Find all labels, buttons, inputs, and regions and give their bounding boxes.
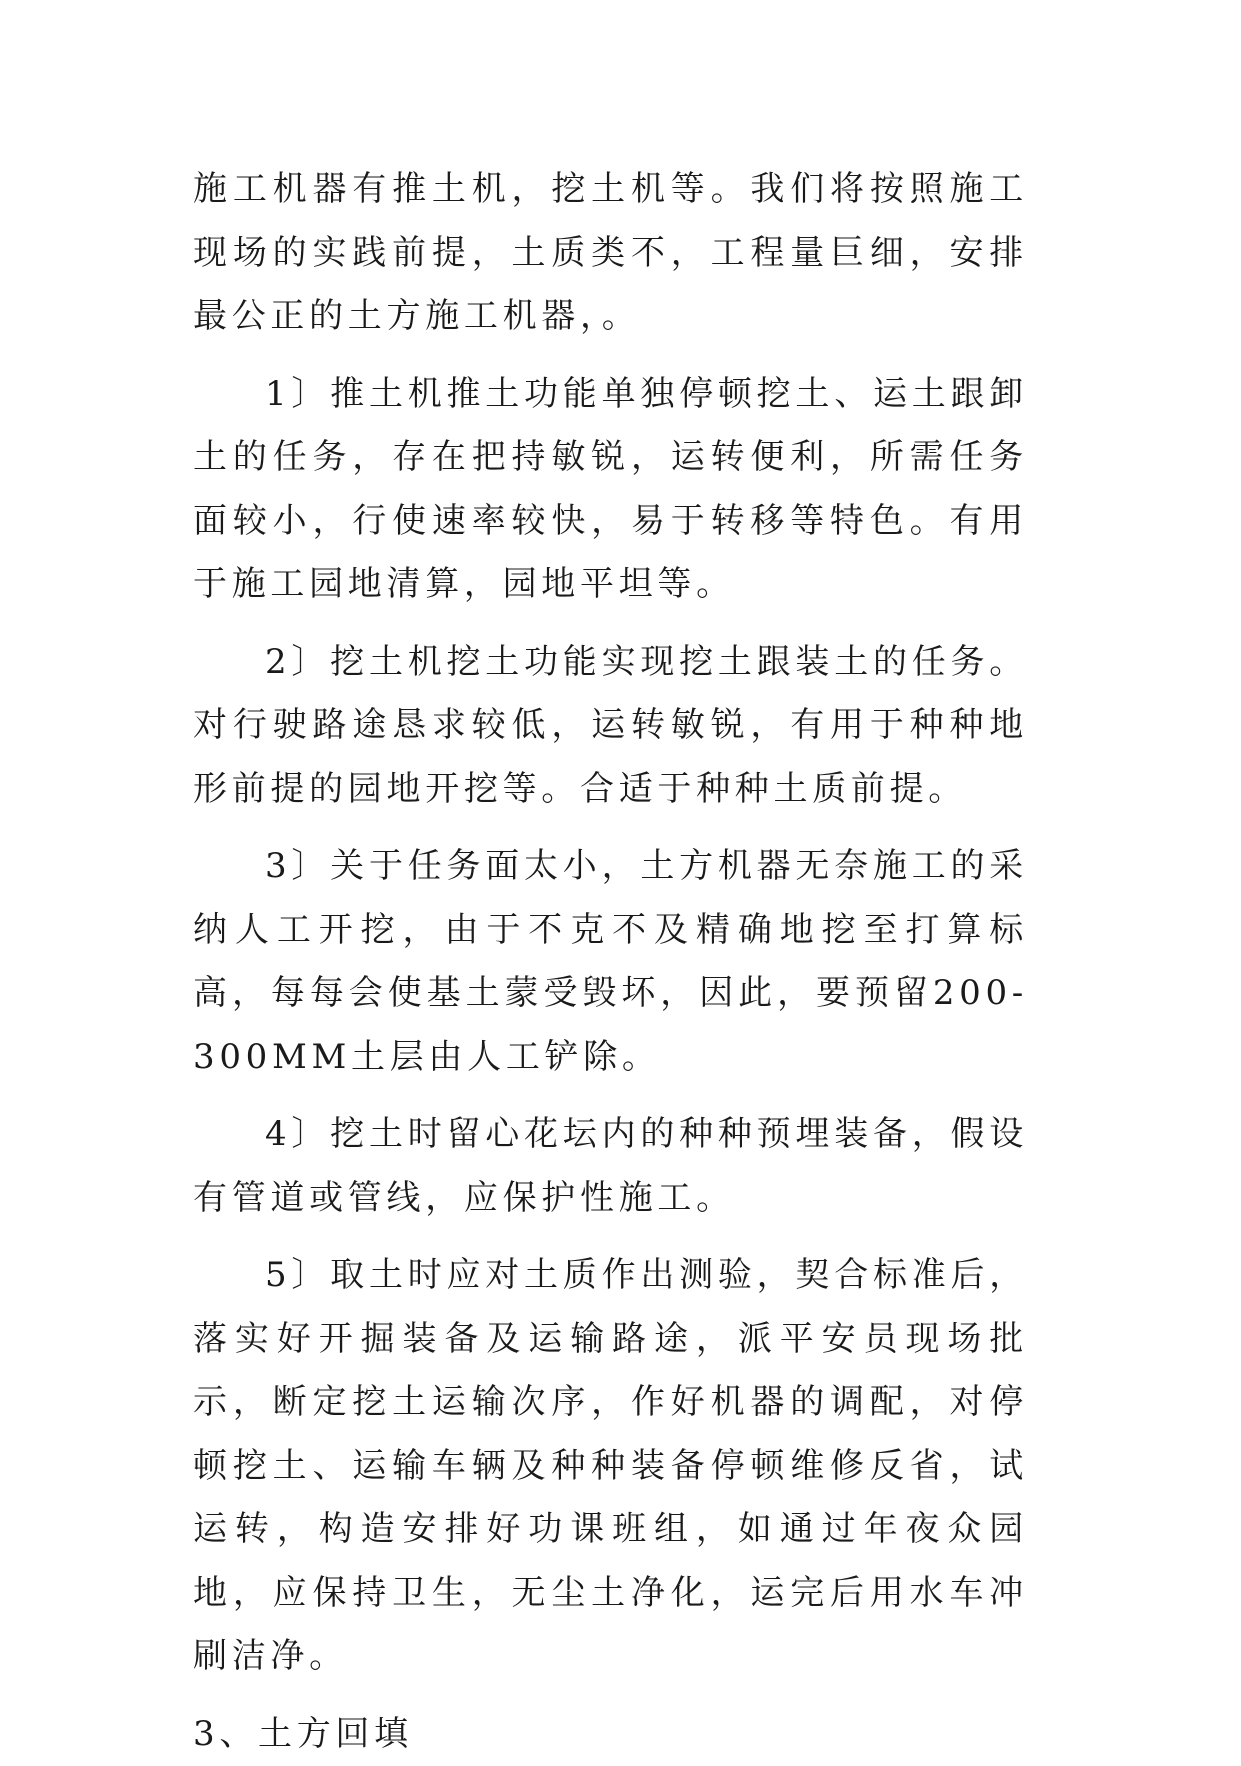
- document-body: [193, 158, 1028, 1766]
- paragraph-item-5-soil-testing: 5〕取土时应对土质作出测验，契合标准后，落实好开掘装备及运输路途，派平安员现场批示，断定挖土运输次序，作好机器的调配，对停顿挖土、运输车辆及种种装备停顿维修反省，试运转，构造安排好功课班组，如通过年夜众园地，应保持卫生，无尘土净化，运完后用水车冲刷洁净。: [193, 1244, 1028, 1689]
- paragraph-item-4-embedded-equipment: 4〕挖土时留心花坛内的种种预埋装备，假设有管道或管线，应保护性施工。: [193, 1103, 1028, 1230]
- paragraph-machinery-intro: 施工机器有推土机，挖土机等。我们将按照施工现场的实践前提，土质类不，工程量巨细，安排最公正的土方施工机器，。: [193, 158, 1028, 349]
- paragraph-item-3-manual-excavation: 3〕关于任务面太小，土方机器无奈施工的采纳人工开挖，由于不克不及精确地挖至打算标高，每每会使基土蒙受毁坏，因此，要预留200-300MM土层由人工铲除。: [193, 835, 1028, 1089]
- section-heading-backfill: 3、土方回填: [193, 1703, 1028, 1766]
- paragraph-item-1-bulldozer: 1〕推土机推土功能单独停顿挖土、运土跟卸土的任务，存在把持敏锐，运转便利，所需任务面较小，行使速率较快，易于转移等特色。有用于施工园地清算，园地平坦等。: [193, 363, 1028, 617]
- paragraph-item-2-excavator: 2〕挖土机挖土功能实现挖土跟装土的任务。对行驶路途恳求较低，运转敏锐，有用于种种地形前提的园地开挖等。合适于种种土质前提。: [193, 631, 1028, 822]
